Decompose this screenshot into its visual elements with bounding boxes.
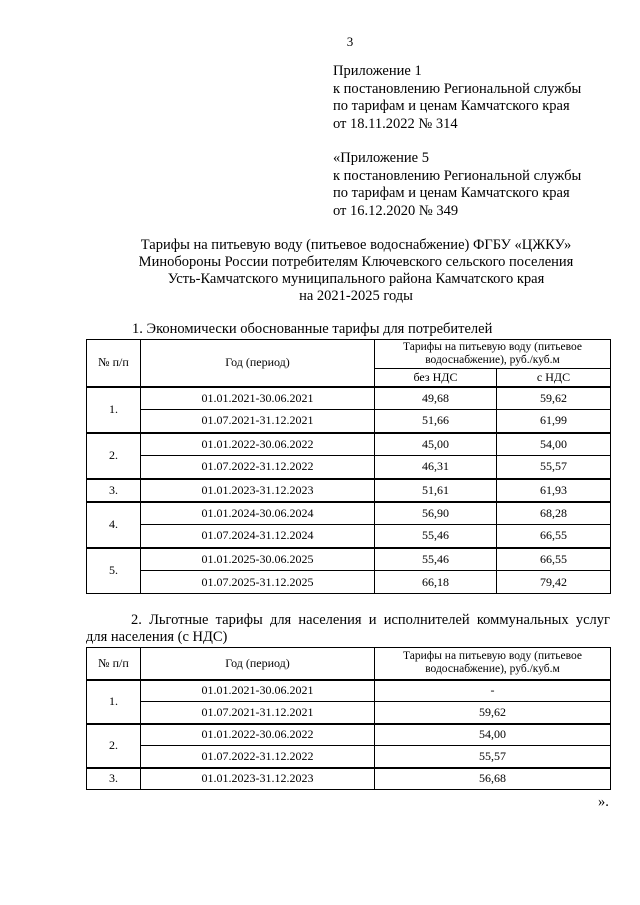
table-row bbox=[87, 525, 611, 548]
row-without-vat: 49,68 bbox=[375, 387, 497, 410]
section-1-title: 1. Экономически обоснованные тарифы для потребителей bbox=[132, 321, 493, 337]
row-period: 01.07.2021-31.12.2021 bbox=[141, 702, 375, 724]
title-line: на 2021-2025 годы bbox=[299, 288, 413, 304]
appendix-5-line: по тарифам и ценам Камчатского края bbox=[333, 185, 570, 201]
preferential-tariffs-table bbox=[86, 647, 611, 790]
row-value: 59,62 bbox=[375, 702, 611, 724]
table-row bbox=[87, 680, 611, 702]
row-period: 01.01.2021-30.06.2021 bbox=[141, 680, 375, 702]
row-period: 01.07.2025-31.12.2025 bbox=[141, 571, 375, 594]
table-row bbox=[87, 768, 611, 790]
title-line: Минобороны России потребителям Ключевского сельского поселения bbox=[138, 254, 574, 270]
row-with-vat: 54,00 bbox=[497, 433, 611, 456]
table-row bbox=[87, 724, 611, 746]
row-with-vat: 79,42 bbox=[497, 571, 611, 594]
header-with-vat: с НДС bbox=[497, 369, 611, 387]
table-row bbox=[87, 702, 611, 724]
row-num: 3. bbox=[87, 768, 141, 790]
header-without-vat: без НДС bbox=[375, 369, 497, 387]
appendix-1-line: от 18.11.2022 № 314 bbox=[333, 115, 458, 132]
appendix-1-line: к постановлению Региональной службы bbox=[333, 80, 582, 97]
table-row bbox=[87, 410, 611, 433]
table-row bbox=[87, 479, 611, 502]
header-num: № п/п bbox=[87, 340, 141, 387]
header-tariff: Тарифы на питьевую воду (питьевое водоснабжение), руб./куб.м bbox=[375, 340, 611, 369]
appendix-5-line: от 16.12.2020 № 349 bbox=[333, 202, 459, 219]
row-period: 01.01.2025-30.06.2025 bbox=[141, 548, 375, 571]
row-num: 4. bbox=[87, 502, 141, 548]
header-period: Год (период) bbox=[141, 340, 375, 387]
row-period: 01.01.2023-31.12.2023 bbox=[141, 768, 375, 790]
row-without-vat: 55,46 bbox=[375, 525, 497, 548]
row-with-vat: 66,55 bbox=[497, 548, 611, 571]
appendix-1-line: Приложение 1 bbox=[333, 63, 422, 79]
table-row bbox=[87, 456, 611, 479]
title-line: Тарифы на питьевую воду (питьевое водоснабжение) ФГБУ «ЦЖКУ» bbox=[140, 237, 572, 253]
row-without-vat: 45,00 bbox=[375, 433, 497, 456]
row-num: 3. bbox=[87, 479, 141, 502]
row-period: 01.01.2023-31.12.2023 bbox=[141, 479, 375, 502]
header-num: № п/п bbox=[87, 648, 141, 680]
row-period: 01.07.2024-31.12.2024 bbox=[141, 525, 375, 548]
page-number: 3 bbox=[346, 34, 354, 49]
row-without-vat: 51,66 bbox=[375, 410, 497, 433]
appendix-5-header bbox=[333, 150, 581, 220]
row-with-vat: 55,57 bbox=[497, 456, 611, 479]
row-value: 56,68 bbox=[375, 768, 611, 790]
row-num: 2. bbox=[87, 724, 141, 768]
row-without-vat: 55,46 bbox=[375, 548, 497, 571]
row-with-vat: 61,93 bbox=[497, 479, 611, 502]
appendix-5-line: «Приложение 5 bbox=[333, 150, 429, 166]
row-without-vat: 46,31 bbox=[375, 456, 497, 479]
closing-quote: ». bbox=[598, 794, 609, 810]
section-2-title-line: для населения (с НДС) bbox=[86, 629, 228, 645]
row-num: 1. bbox=[87, 387, 141, 433]
table-row bbox=[87, 548, 611, 571]
row-period: 01.07.2021-31.12.2021 bbox=[141, 410, 375, 433]
row-value: 54,00 bbox=[375, 724, 611, 746]
row-value: - bbox=[375, 680, 611, 702]
economic-tariffs-table bbox=[86, 339, 611, 594]
row-period: 01.01.2022-30.06.2022 bbox=[141, 433, 375, 456]
row-period: 01.07.2022-31.12.2022 bbox=[141, 456, 375, 479]
row-with-vat: 59,62 bbox=[497, 387, 611, 410]
header-period: Год (период) bbox=[141, 648, 375, 680]
row-with-vat: 66,55 bbox=[497, 525, 611, 548]
row-value: 55,57 bbox=[375, 746, 611, 768]
row-without-vat: 51,61 bbox=[375, 479, 497, 502]
row-without-vat: 66,18 bbox=[375, 571, 497, 594]
row-with-vat: 68,28 bbox=[497, 502, 611, 525]
table-row bbox=[87, 433, 611, 456]
table-row bbox=[87, 571, 611, 594]
title-line: Усть-Камчатского муниципального района Камчатского края bbox=[167, 271, 545, 287]
row-period: 01.07.2022-31.12.2022 bbox=[141, 746, 375, 768]
row-num: 5. bbox=[87, 548, 141, 594]
section-2-title bbox=[86, 612, 610, 646]
document-title bbox=[0, 237, 640, 305]
table-row bbox=[87, 387, 611, 410]
row-period: 01.01.2024-30.06.2024 bbox=[141, 502, 375, 525]
table-row bbox=[87, 502, 611, 525]
appendix-1-line: по тарифам и ценам Камчатского края bbox=[333, 98, 570, 114]
row-num: 2. bbox=[87, 433, 141, 479]
row-period: 01.01.2022-30.06.2022 bbox=[141, 724, 375, 746]
appendix-1-header bbox=[333, 63, 581, 133]
table-row bbox=[87, 746, 611, 768]
row-num: 1. bbox=[87, 680, 141, 724]
header-tariff: Тарифы на питьевую воду (питьевое водоснабжение), руб./куб.м bbox=[375, 648, 611, 680]
appendix-5-line: к постановлению Региональной службы bbox=[333, 167, 582, 184]
section-2-title-line: 2. Льготные тарифы для населения и исполнителей коммунальных услуг bbox=[131, 612, 610, 628]
row-without-vat: 56,90 bbox=[375, 502, 497, 525]
row-period: 01.01.2021-30.06.2021 bbox=[141, 387, 375, 410]
row-with-vat: 61,99 bbox=[497, 410, 611, 433]
